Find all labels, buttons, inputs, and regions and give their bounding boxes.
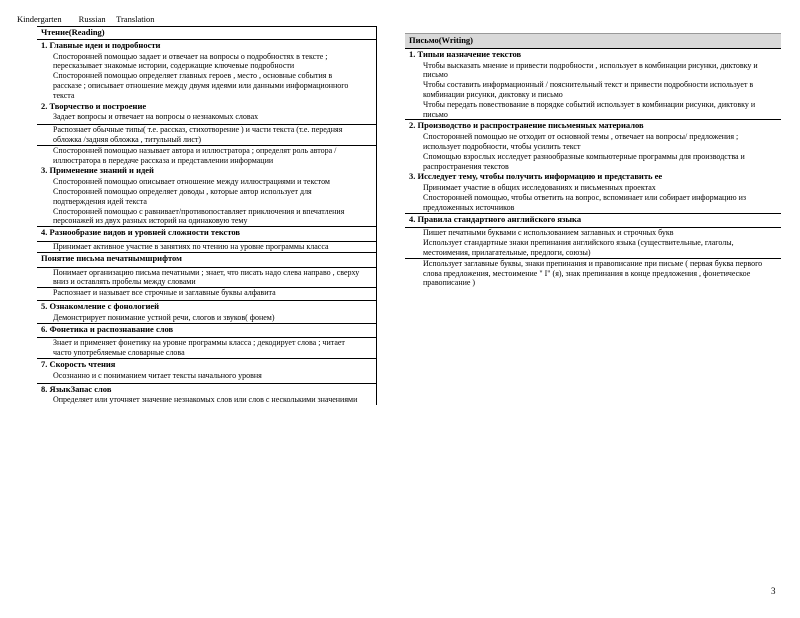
writing-section-3: 3. Исследует тему, чтобы получить информацию и представить ее	[409, 171, 663, 182]
reading-item: Распознает обычные типы( т.е. рассказ, стихотворение ) и части текста (т.е. передняя обложка /задняя обложка , титульный лист)	[37, 124, 376, 145]
page-number: 3	[771, 586, 776, 596]
reading-title: Чтение(Reading)	[37, 26, 376, 40]
writing-column	[405, 33, 781, 288]
writing-item: Пишет печатными буквами с использованием заглавных и строчных букв	[405, 227, 781, 238]
writing-item: Чтобы высказать мнение и привести подробности , использует в комбинации рисунки, диктовку и письмо	[423, 60, 758, 80]
reading-item: Демонстрирует понимание устной речи, слогов и звуков( фонем)	[53, 312, 275, 322]
document-header: Kindergarten Russian Translation	[17, 14, 155, 24]
reading-section-3: 3. Применение знаний и идей	[41, 165, 154, 176]
reading-item: Знает и применяет фонетику на уровне программы класса ; декодирует слова ; читает часто употребляемые словарные слова	[37, 337, 376, 358]
reading-item: Спосторонней помощью называет автора и иллюстратора ; определят роль автора / иллюстратора в передаче рассказа и представлении информации	[37, 145, 376, 166]
reading-column	[37, 26, 377, 405]
reading-section-1: 1. Главные идеи и подробности	[41, 39, 161, 50]
writing-item: Использует заглавные буквы, знаки препинания и правописание при письме ( первая буква первого слова предложения, местоимение " I" (я), знак препинания в конце предложения , фонетическое правописание )	[405, 258, 781, 288]
writing-title: Письмо(Writing)	[405, 33, 781, 49]
writing-item: Чтобы составить информационный / пояснительный текст и привести подробности использует в комбинации рисунки, диктовку и письмо	[423, 80, 754, 99]
reading-item: Распознает и называет все строчные и заглавные буквы алфавита	[37, 287, 376, 298]
reading-section-9: 8. ЯзыкЗапас слов	[37, 383, 376, 396]
writing-section-4: 4. Правила стандартного английского языка	[405, 213, 781, 226]
writing-item: Принимает участие в общих исследованиях и письменных проектах	[423, 183, 656, 193]
reading-item: Спосторонней помощью определяет главных героев , место , основные события в рассказе ; описывает отношение между двумя идеями или данными информационного текста	[53, 71, 349, 100]
writing-item: Спосторонней помощью, чтобы ответить на вопрос, вспоминает или собирает информацию из предложенных источников	[423, 192, 747, 212]
reading-item: Спосторонней помощью с равнивает/противопоставляет приключения и впечатления персонажей из двух разных историй на одинаковую тему	[53, 206, 345, 226]
reading-item: Осознанно и с пониманием читает тексты начального уровня	[53, 370, 262, 380]
reading-section-5: Понятие письма печатнымшрифтом	[37, 252, 376, 265]
writing-item: Спосторонней помощью не отходит от основной темы , отвечает на вопросы/ предложения ; использует подробности, чтобы усилить текст	[423, 132, 739, 151]
reading-section-8: 7. Скорость чтения	[37, 358, 376, 371]
reading-section-6: 5. Ознакомление с фонологией	[37, 300, 376, 313]
reading-item: Спосторонней помощью определяет доводы , которые автор использует для подтверждения идей текста	[53, 186, 312, 206]
reading-item: Спосторонней помощью описывает отношение между иллюстрациями и текстом	[53, 177, 330, 187]
reading-section-4: 4. Разнообразие видов и уровней сложности текстов	[37, 226, 376, 239]
writing-item: Использует стандартные знаки препинания английского языка (существительные, глаголы, местоимения, прилагательные, предлоги, союзы)	[423, 238, 734, 257]
reading-item: Принимает активное участие в занятиях по чтению на уровне программы класса	[37, 241, 376, 252]
writing-section-1: 1. Типыи назначение текстов	[409, 48, 522, 59]
writing-item: Спомощью взрослых исследует разнообразные компьютерные программы для производства и распространения текстов	[423, 151, 745, 171]
writing-item: Чтобы передать повествование в порядке событий использует в комбинации рисунки, диктовку и письмо	[423, 99, 756, 119]
reading-item: Определяет или уточняет значение незнакомых слов или слов с несколькими значениями	[53, 395, 358, 405]
reading-item: Понимает организацию письма печатными ; знает, что писать надо слева направо , сверху вниз и оставлять пробелы между словами	[37, 267, 376, 288]
reading-item: Задает вопросы и отвечает на вопросы о незнакомых словах	[53, 112, 259, 122]
reading-section-7: 6. Фонетика и распознавание слов	[37, 323, 376, 336]
reading-item: Спосторонней помощью задает и отвечает на вопросы о подробностях в тексте ; пересказывает знакомые истории, содержащие ключевые подробности	[53, 51, 328, 71]
writing-section-2: 2. Производство и распространение письменных материалов	[405, 119, 781, 132]
reading-section-2: 2. Творчество и построение	[41, 100, 147, 111]
